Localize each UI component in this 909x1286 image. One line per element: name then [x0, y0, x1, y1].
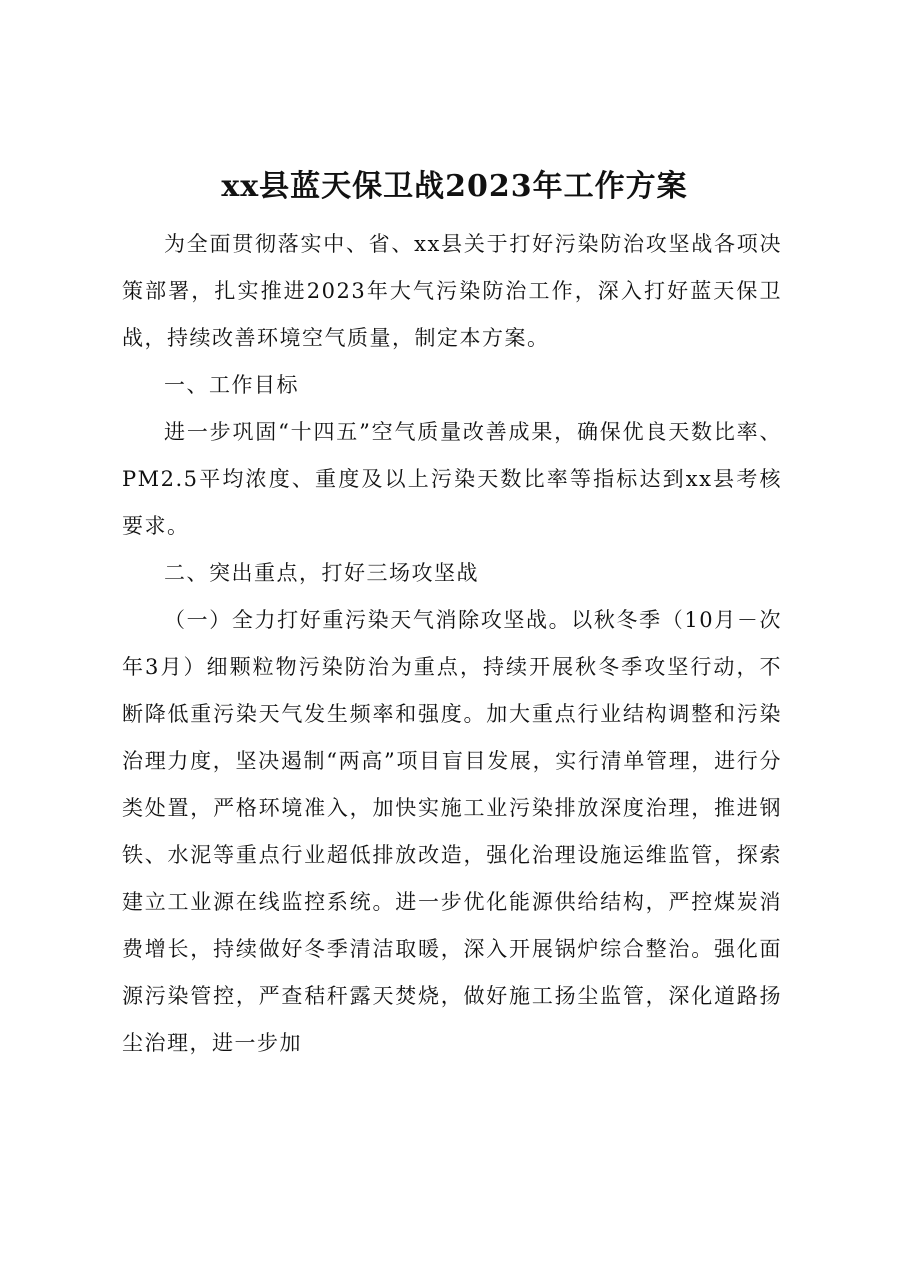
- document-body: [122, 221, 782, 1067]
- goals-paragraph: 进一步巩固“十四五”空气质量改善成果，确保优良天数比率、PM2.5平均浓度、重度及以上污染天数比率等指标达到xx县考核要求。: [122, 420, 782, 538]
- subsection-paragraph-1: （一）全力打好重污染天气消除攻坚战。以秋冬季（10月－次年3月）细颗粒物污染防治为重点，持续开展秋冬季攻坚行动，不断降低重污染天气发生频率和强度。加大重点行业结构调整和污染治理力度，坚决遏制“两高”项目盲目发展，实行清单管理，进行分类处置，严格环境准入，加快实施工业污染排放深度治理，推进钢铁、水泥等重点行业超低排放改造，强化治理设施运维监管，探索建立工业源在线监控系统。进一步优化能源供给结构，严控煤炭消费增长，持续做好冬季清洁取暖，深入开展锅炉综合整治。强化面源污染管控，严查秸秆露天焚烧，做好施工扬尘监管，深化道路扬尘治理，进一步加: [122, 608, 782, 1055]
- intro-paragraph: 为全面贯彻落实中、省、xx县关于打好污染防治攻坚战各项决策部署，扎实推进2023年大气污染防治工作，深入打好蓝天保卫战，持续改善环境空气质量，制定本方案。: [122, 232, 782, 350]
- section-heading-goals: 一、工作目标: [164, 373, 299, 397]
- section-heading-key-points: 二、突出重点，打好三场攻坚战: [164, 561, 479, 585]
- document-title: xx县蓝天保卫战2023年工作方案: [221, 169, 688, 204]
